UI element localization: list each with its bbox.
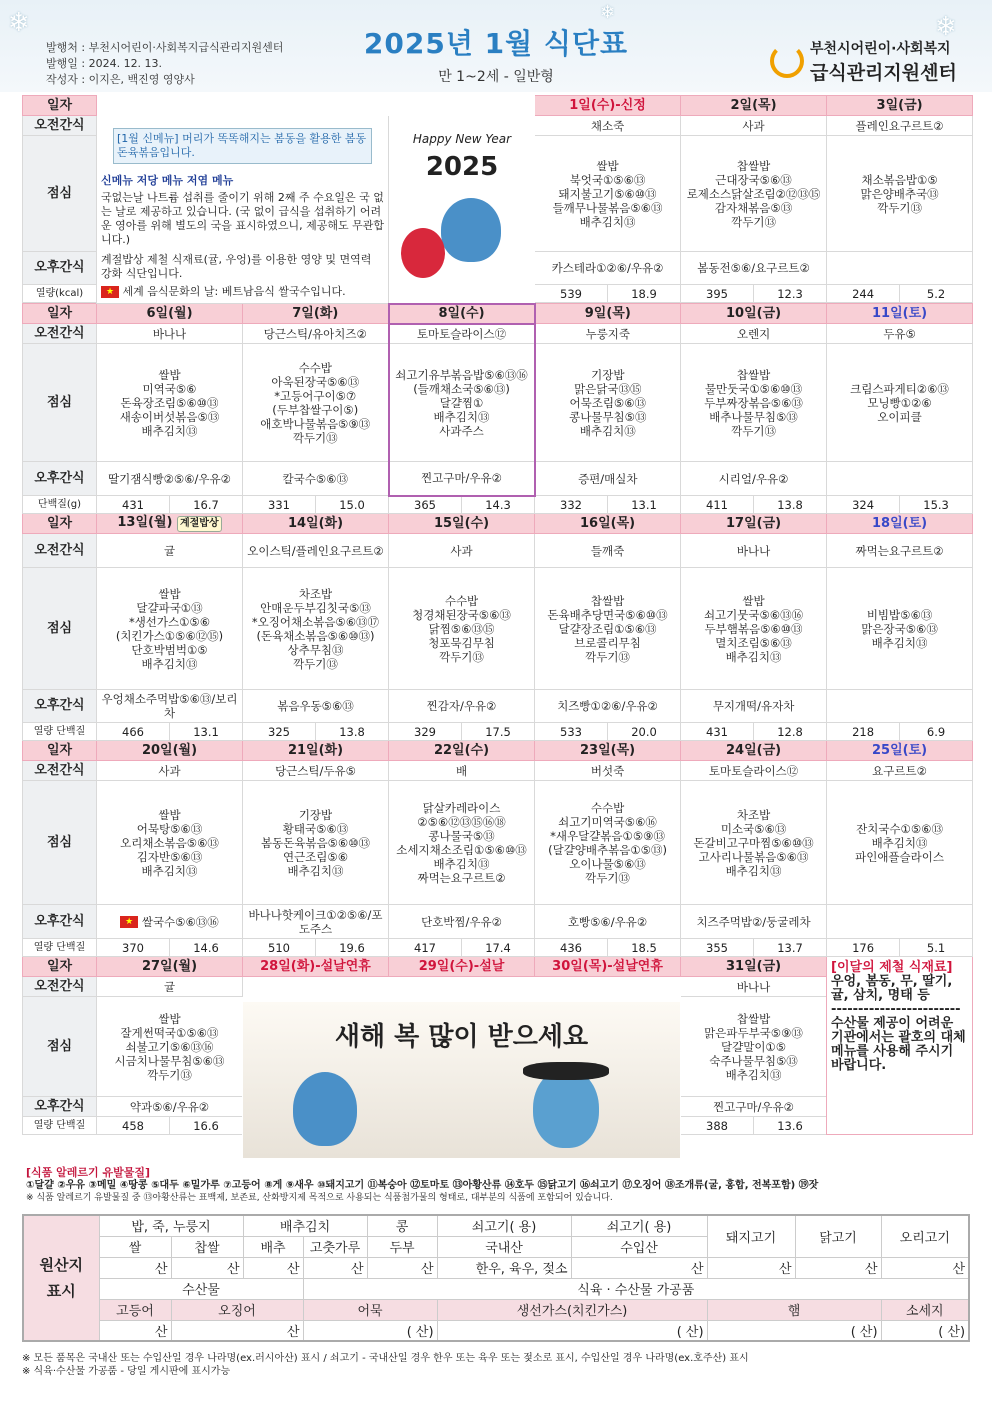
day-header: 29일(수)-설날: [389, 957, 535, 977]
origin-value[interactable]: 산: [243, 1257, 303, 1278]
protein-value: 12.3: [754, 285, 827, 303]
pm-snack: [827, 462, 973, 496]
origin-header: 배추김치: [243, 1215, 367, 1236]
seasonal-items: 우엉, 봄동, 무, 딸기, 귤, 삼치, 명태 등: [831, 974, 953, 1003]
day-header: 1일(수)-신정: [535, 96, 681, 116]
pm-snack: 단호박찜/우유②: [389, 905, 535, 939]
origin-value[interactable]: 산: [881, 1257, 969, 1278]
origin-value[interactable]: 산: [367, 1257, 437, 1278]
banner-greeting: 새해 복 많이 받으세요: [334, 1022, 589, 1052]
footer-note: ※ 식육·수산물 가공품 - 당일 게시판에 표시가능: [22, 1366, 231, 1377]
origin-label-2: 표시: [46, 1282, 76, 1300]
allergy-info: [26, 1166, 972, 1205]
origin-subheader: 수입산: [571, 1236, 707, 1257]
origin-label-1: 원산지: [39, 1256, 83, 1274]
lunch-menu: 쌀밥 북엇국①⑤⑥⑬ 돼지불고기⑤⑥⑩⑬ 들깨무나물볶음⑤⑥⑬ 배추김치⑬: [535, 136, 681, 252]
day-header: 30일(목)-설날연휴: [535, 957, 681, 977]
nutrition-label: [23, 496, 97, 514]
kcal-value: 395: [681, 285, 754, 303]
pm-snack: 바나나핫케이크①②⑤⑥/포도주스: [243, 905, 389, 939]
origin-header: 밥, 죽, 누룽지: [99, 1215, 243, 1236]
new-menu-notice: [1월 신메뉴] 머리가 똑똑해지는 봄동을 활용한 봄동돈육볶음입니다.: [113, 128, 372, 164]
lunch-menu: 잔치국수①⑤⑥⑬ 배추김치⑬ 파인애플슬라이스: [827, 781, 973, 905]
week5-day-row: [23, 957, 973, 977]
pm-snack: [827, 905, 973, 939]
am-snack: 누룽지죽: [535, 324, 681, 344]
pm-snack: [827, 252, 973, 285]
protein-value: 19.6: [316, 939, 389, 957]
lunch-menu: 수수밥 쇠고기미역국⑤⑥⑯ *새우달걀볶음①⑤⑨⑬ (달걀양배추볶음①⑤⑬) 오이나물⑤⑥⑬ 깍두기⑬: [535, 781, 681, 905]
am-snack: 들깨죽: [535, 534, 681, 568]
origin-subheader: 찹쌀: [171, 1236, 243, 1257]
kcal-value: 370: [97, 939, 170, 957]
day-header: 10일(금): [681, 304, 827, 324]
am-snack: 귤: [97, 534, 243, 568]
protein-value: 18.5: [608, 939, 681, 957]
day-header: 24일(금): [681, 741, 827, 761]
lunch-menu: 찹쌀밥 맑은파두부국⑤⑨⑬ 달걀말이①⑤ 숙주나물무침⑤⑬ 배추김치⑬: [681, 997, 827, 1097]
blue-snake-icon: [293, 1072, 357, 1146]
week4-day-row: [23, 741, 973, 761]
am-snack-label: 오전간식: [23, 116, 97, 136]
pm-snack: 찐고구마/우유②: [681, 1097, 827, 1117]
origin-subheader: 국내산: [437, 1236, 571, 1257]
am-snack: 오이스틱/플레인요구르트②: [243, 534, 389, 568]
kcal-value: 329: [389, 723, 462, 741]
blue-snake-icon: [441, 198, 501, 262]
origin-subheader: 배추: [243, 1236, 303, 1257]
pm-snack: 딸기잼식빵②⑤⑥/우유②: [97, 462, 243, 496]
kcal-value: 533: [535, 723, 608, 741]
nutrition-label: 열량 단백질: [23, 939, 97, 957]
season-badge: 계절밥상: [177, 516, 222, 532]
pm-snack: 칼국수⑤⑥⑬: [243, 462, 389, 496]
kcal-value: 431: [681, 723, 754, 741]
divider: ------------------------: [831, 1002, 961, 1017]
am-snack: 플레인요구르트②: [827, 116, 973, 136]
new-year-illustration: [389, 118, 535, 298]
origin-value[interactable]: 산: [99, 1320, 171, 1341]
pm-snack: [827, 690, 973, 723]
protein-value: 5.1: [900, 939, 973, 957]
pm-snack-label: 오후간식: [23, 1097, 97, 1117]
lunch-menu: 기장밥 황태국⑤⑥⑬ 봄동돈육볶음⑤⑥⑩⑬ 연근조림⑤⑥ 배추김치⑬: [243, 781, 389, 905]
pm-snack: 봄동전⑤⑥/요구르트②: [681, 252, 827, 285]
lunch-label: 점심: [23, 568, 97, 690]
smile-logo-icon: [770, 44, 804, 78]
pm-snack: 찐고구마/우유②: [389, 462, 535, 496]
happy-new-year-text: Happy New Year: [412, 132, 512, 146]
origin-value[interactable]: ( 산): [437, 1320, 707, 1341]
am-snack: 버섯죽: [535, 761, 681, 781]
pm-snack-label: 오후간식: [23, 690, 97, 723]
am-snack: 사과: [97, 761, 243, 781]
origin-value[interactable]: 산: [795, 1257, 881, 1278]
day-header: 18일(토): [827, 514, 973, 534]
kcal-value: 355: [681, 939, 754, 957]
protein-value: 17.5: [462, 723, 535, 741]
seasonal-title: [이달의 제철 식재료]: [831, 960, 953, 975]
protein-label: 단백질(g): [37, 498, 82, 510]
hat-icon: [523, 1062, 609, 1080]
lunch-menu: 찹쌀밥 물만둣국①⑤⑥⑩⑬ 두부짜장볶음⑤⑥⑬ 배추나물무침⑤⑬ 깍두기⑬: [681, 344, 827, 462]
origin-header: 닭고기: [795, 1215, 881, 1257]
day-header: 3일(금): [827, 96, 973, 116]
kcal-value: 466: [97, 723, 170, 741]
am-snack: 바나나: [681, 977, 827, 997]
kcal-value: 431: [97, 496, 170, 514]
nutrition-label: 열량 단백질: [23, 1117, 97, 1135]
am-snack: 토마토슬라이스⑫: [389, 324, 535, 344]
protein-value: 6.9: [900, 723, 973, 741]
origin-section-header: 수산물: [99, 1278, 303, 1299]
season-notice: 계절밥상 제철 식재료(귤, 우엉)를 이용한 영양 및 면역력 강화 식단입니다.: [101, 253, 372, 280]
am-snack: 배: [389, 761, 535, 781]
origin-header: 쇠고기( 용): [571, 1215, 707, 1236]
am-snack: 바나나: [681, 534, 827, 568]
issuer: 발행처 : 부천시어린이·사회복지급식관리지원센터: [46, 41, 284, 54]
origin-item-header: 어묵: [303, 1299, 437, 1320]
snowflake-icon: ❄: [935, 12, 957, 42]
protein-value: 13.6: [754, 1117, 827, 1135]
pm-snack-label: 오후간식: [23, 252, 97, 285]
day-label: 일자: [23, 957, 97, 977]
origin-value[interactable]: 산: [99, 1257, 171, 1278]
day-label: 일자: [23, 514, 97, 534]
pm-snack-text: 쌀국수⑤⑥⑬⑯: [141, 914, 219, 929]
day-header: 22일(수): [389, 741, 535, 761]
day-header: 20일(월): [97, 741, 243, 761]
am-snack-label: 오전간식: [23, 977, 97, 997]
protein-value: 20.0: [608, 723, 681, 741]
protein-value: 13.8: [316, 723, 389, 741]
am-snack: 채소죽: [535, 116, 681, 136]
origin-header: 쇠고기( 용): [437, 1215, 571, 1236]
author: 작성자 : 이지은, 백진영 영양사: [46, 73, 195, 86]
day-header: 6일(월): [97, 304, 243, 324]
am-snack-label: 오전간식: [23, 761, 97, 781]
day-header: 27일(월): [97, 957, 243, 977]
issue-date: 발행일 : 2024. 12. 13.: [46, 57, 163, 70]
world-food-notice: 세계 음식문화의 날: 베트남음식 쌀국수입니다.: [122, 285, 346, 298]
seasonal-info-box: [827, 957, 973, 1135]
kcal-value: 365: [389, 496, 462, 514]
day-header: 8일(수): [389, 304, 535, 324]
day-header: 23일(목): [535, 741, 681, 761]
pm-snack: 우엉채소주먹밥⑤⑥⑬/보리차: [97, 690, 243, 723]
am-snack: 사과: [681, 116, 827, 136]
nutrition-label: 열량 단백질: [23, 723, 97, 741]
am-snack: 두유⑤: [827, 324, 973, 344]
pm-snack: 카스테라①②⑥/우유②: [535, 252, 681, 285]
pm-snack: 찐감자/우유②: [389, 690, 535, 723]
pm-snack: 무지개떡/유자차: [681, 690, 827, 723]
protein-value: 13.1: [608, 496, 681, 514]
origin-value[interactable]: 산: [303, 1257, 367, 1278]
week2-day-row: [23, 304, 973, 324]
origin-item-header: 고등어: [99, 1299, 171, 1320]
origin-table: [22, 1214, 970, 1342]
protein-value: 12.8: [754, 723, 827, 741]
origin-subheader: 고춧가루: [303, 1236, 367, 1257]
origin-value[interactable]: 산: [571, 1257, 707, 1278]
protein-value: 15.3: [900, 496, 973, 514]
origin-value[interactable]: 산: [171, 1320, 303, 1341]
am-snack-label: 오전간식: [23, 534, 97, 568]
kcal-value: 218: [827, 723, 900, 741]
year-text: 2025: [425, 152, 499, 182]
vietnam-flag-icon: ★: [120, 916, 138, 928]
week1-day-row: [23, 96, 973, 116]
kcal-value: 176: [827, 939, 900, 957]
lunch-menu: 쌀밥 어묵탕⑤⑥⑬ 오리채소볶음⑤⑥⑬ 김자반⑤⑥⑬ 배추김치⑬: [97, 781, 243, 905]
pm-snack-label: 오후간식: [23, 905, 97, 939]
pm-snack: 볶음우동⑤⑥⑬: [243, 690, 389, 723]
pm-snack: 약과⑤⑥/우유②: [97, 1097, 243, 1117]
day-header: 2일(목): [681, 96, 827, 116]
protein-value: 18.9: [608, 285, 681, 303]
kcal-value: 539: [535, 285, 608, 303]
banner-text: [243, 1016, 680, 1053]
origin-item-header: 오징어: [171, 1299, 303, 1320]
origin-header: 오리고기: [881, 1215, 969, 1257]
vietnam-flag-icon: ★: [101, 286, 119, 298]
lunch-label: 점심: [23, 136, 97, 252]
protein-value: 15.0: [316, 496, 389, 514]
kcal-value: 411: [681, 496, 754, 514]
kcal-value: 458: [97, 1117, 170, 1135]
kcal-value: 325: [243, 723, 316, 741]
blue-snake-icon: [533, 1068, 599, 1148]
lunch-label: 점심: [23, 781, 97, 905]
kcal-value: 417: [389, 939, 462, 957]
origin-value[interactable]: ( 산): [881, 1320, 969, 1341]
day-label: 일자: [23, 741, 97, 761]
protein-value: 13.7: [754, 939, 827, 957]
origin-header: 콩: [367, 1215, 437, 1236]
pm-snack: 치즈빵①②⑥/우유②: [535, 690, 681, 723]
lunch-menu: 차조밥 안매운두부김칫국⑤⑬ *오징어채소볶음⑤⑥⑬⑰ (돈육채소볶음⑤⑥⑩⑬) 상추무침⑬ 깍두기⑬: [243, 568, 389, 690]
lunch-menu: 닭살카레라이스②⑤⑥⑫⑬⑮⑯⑱ 콩나물국⑤⑬ 소세지채소조림①⑤⑥⑩⑬ 배추김치⑬ 짜먹는요구르트②: [389, 781, 535, 905]
pm-snack: 호빵⑤⑥/우유②: [535, 905, 681, 939]
lunch-menu: 크림스파게티②⑥⑬ 모닝빵①②⑥ 오이피클: [827, 344, 973, 462]
day-header: 25일(토): [827, 741, 973, 761]
protein-value: 16.6: [170, 1117, 243, 1135]
snowflake-icon: ❄: [8, 8, 30, 38]
kcal-value: 436: [535, 939, 608, 957]
new-year-banner: [243, 1002, 680, 1158]
kcal-value: 244: [827, 285, 900, 303]
day-header: 15일(수): [389, 514, 535, 534]
pm-snack: [97, 905, 243, 939]
origin-item-header: 생선가스(치킨가스): [437, 1299, 707, 1320]
protein-value: 13.1: [170, 723, 243, 741]
logo-line1: 부천시어린이·사회복지: [810, 41, 951, 57]
week3-day-row: [23, 514, 973, 534]
footer-notes: [22, 1352, 749, 1378]
lunch-menu: 채소볶음밥①⑤ 맑은양배추국⑬ 깍두기⑬: [827, 136, 973, 252]
logo-line2: 급식관리지원센터: [810, 62, 957, 84]
origin-subheader: 두부: [367, 1236, 437, 1257]
day-label: 일자: [23, 96, 97, 116]
lunch-menu: 찹쌀밥 돈육배추당면국⑤⑥⑩⑬ 달걀장조림①⑤⑥⑬ 브로콜리무침 깍두기⑬: [535, 568, 681, 690]
day-label: 일자: [23, 304, 97, 324]
kcal-value: 510: [243, 939, 316, 957]
lunch-menu: 기장밥 맑은닭국⑬⑮ 어묵조림⑤⑥⑬ 콩나물무침⑤⑬ 배추김치⑬: [535, 344, 681, 462]
pm-snack: 시리얼/우유②: [681, 462, 827, 496]
page-title: 2025년 1월 식단표: [363, 27, 629, 60]
menu-legend: 신메뉴 저당 메뉴 저염 메뉴: [101, 174, 234, 187]
protein-value: 5.2: [900, 285, 973, 303]
nutrition-label: [23, 285, 97, 303]
lunch-menu: 비빔밥⑤⑥⑬ 맑은장국⑤⑥⑬ 배추김치⑬: [827, 568, 973, 690]
lucky-bag-icon: [401, 228, 445, 278]
header: [0, 0, 992, 92]
day-header: 28일(화)-설날연휴: [243, 957, 389, 977]
no-soup-notice: 국없는날 나트륨 섭취를 줄이기 위해 2째 주 수요일은 국 없는 날로 제공하고 있습니다. (국 없이 급식을 섭취하기 어려운 영아를 위해 별도의 국을 표시하였으니, 제공해도 무관합니다.): [101, 191, 384, 246]
pm-snack-label: 오후간식: [23, 462, 97, 496]
origin-item-header: 소세지: [881, 1299, 969, 1320]
lunch-label: 점심: [23, 344, 97, 462]
footer-note: ※ 모든 품목은 국내산 또는 수입산일 경우 나라명(ex.러시아산) 표시 / 쇠고기 - 국내산일 경우 한우 또는 육우 또는 젖소로 표시, 수입산일 경우 나라명(ex.호주산) 표시: [22, 1353, 749, 1364]
protein-value: 14.3: [462, 496, 535, 514]
origin-value[interactable]: ( 산): [707, 1320, 881, 1341]
protein-value: 13.8: [754, 496, 827, 514]
am-snack: 짜먹는요구르트②: [827, 534, 973, 568]
day-header: 9일(목): [535, 304, 681, 324]
lunch-label: 점심: [23, 997, 97, 1097]
day-header: 7일(화): [243, 304, 389, 324]
lunch-menu: 차조밥 미소국⑤⑥⑬ 돈갈비고구마찜⑤⑥⑩⑬ 고사리나물볶음⑤⑥⑬ 배추김치⑬: [681, 781, 827, 905]
day-header: 11일(토): [827, 304, 973, 324]
page-subtitle: 만 1~2세 - 일반형: [438, 69, 554, 85]
protein-value: 17.4: [462, 939, 535, 957]
lunch-menu: 쇠고기유부볶음밥⑤⑥⑬⑯ (들깨채소국⑤⑥⑬) 달걀찜① 배추김치⑬ 사과주스: [389, 344, 535, 462]
day-header: 16일(목): [535, 514, 681, 534]
am-snack: 토마토슬라이스⑫: [681, 761, 827, 781]
snowflake-icon: ❄: [600, 2, 616, 23]
kcal-value: 331: [243, 496, 316, 514]
day-header-text: 13일(월): [117, 514, 173, 530]
am-snack: 요구르트②: [827, 761, 973, 781]
lunch-menu: 수수밥 아욱된장국⑤⑥⑬ *고등어구이⑤⑦ (두부찹쌀구이⑤) 애호박나물볶음⑤⑨⑬ 깍두기⑬: [243, 344, 389, 462]
origin-section-header: 식육 · 수산물 가공품: [303, 1278, 969, 1299]
origin-value[interactable]: 한우, 육우, 젖소: [437, 1257, 571, 1278]
allergy-note: ※ 식품 알레르기 유발물질 중 ⑬아황산류는 표백제, 보존료, 산화방지제 목적으로 사용되는 식품첨가물의 형태로, 대부분의 식품에 포함되어 있습니다.: [26, 1193, 613, 1203]
allergy-title: [식품 알레르기 유발물질]: [26, 1166, 150, 1179]
am-snack: 당근스틱/두유⑤: [243, 761, 389, 781]
pm-snack: 증편/매실차: [535, 462, 681, 496]
origin-item-header: 햄: [707, 1299, 881, 1320]
kcal-value: 332: [535, 496, 608, 514]
kcal-value: 324: [827, 496, 900, 514]
protein-value: 14.6: [170, 939, 243, 957]
allergy-list: ①달걀 ②우유 ③메밀 ④땅콩 ⑤대두 ⑥밀가루 ⑦고등어 ⑧게 ⑨새우 ⑩돼지고기 ⑪복숭아 ⑫토마토 ⑬아황산류 ⑭호두 ⑮닭고기 ⑯쇠고기 ⑰오징어 ⑱조개류(굴, 홍합, 전복포함) ⑲잣: [26, 1180, 819, 1191]
am-snack: 당근스틱/유아치즈②: [243, 324, 389, 344]
lunch-menu: 쌀밥 잘게썬떡국①⑤⑥⑬ 쇠불고기⑤⑥⑬⑯ 시금치나물무침⑤⑥⑬ 깍두기⑬: [97, 997, 243, 1097]
day-header: 14일(화): [243, 514, 389, 534]
lunch-menu: 찹쌀밥 근대장국⑤⑥⑬ 로제소스닭살조림②⑫⑬⑮ 감자채볶음⑤⑬ 깍두기⑬: [681, 136, 827, 252]
lunch-menu: 수수밥 청경채된장국⑤⑥⑬ 닭찜⑤⑥⑬⑮ 청포묵김무침 깍두기⑬: [389, 568, 535, 690]
origin-value[interactable]: ( 산): [303, 1320, 437, 1341]
am-snack: 사과: [389, 534, 535, 568]
am-snack: 오렌지: [681, 324, 827, 344]
origin-value[interactable]: 산: [171, 1257, 243, 1278]
origin-label: [23, 1215, 99, 1341]
am-snack-label: 오전간식: [23, 324, 97, 344]
origin-value[interactable]: 산: [707, 1257, 795, 1278]
am-snack: 바나나: [97, 324, 243, 344]
day-header: 21일(화): [243, 741, 389, 761]
protein-value: 16.7: [170, 496, 243, 514]
pm-snack: 치즈주먹밥②/둥굴레차: [681, 905, 827, 939]
origin-subheader: 쌀: [99, 1236, 171, 1257]
am-snack: 귤: [97, 977, 243, 997]
origin-header: 돼지고기: [707, 1215, 795, 1257]
day-header: [97, 514, 243, 534]
seafood-note: 수산물 제공이 어려운 기관에서는 괄호의 대체 메뉴를 사용해 주시기 바랍니다.: [831, 1016, 966, 1073]
lunch-menu: 쌀밥 쇠고기뭇국⑤⑥⑬⑯ 두부햄볶음⑤⑥⑩⑬ 멸치조림⑤⑥⑬ 배추김치⑬: [681, 568, 827, 690]
lunch-menu: 쌀밥 달걀파국①⑬ *생선가스①⑤⑥ (치킨가스①⑤⑥⑫⑮) 단호박범벅①⑤ 배추김치⑬: [97, 568, 243, 690]
kcal-label: 열량(kcal): [35, 287, 84, 299]
lunch-menu: 쌀밥 미역국⑤⑥ 돈육장조림⑤⑥⑩⑬ 새송이버섯볶음⑤⑬ 배추김치⑬: [97, 344, 243, 462]
day-header: 17일(금): [681, 514, 827, 534]
center-logo: [770, 38, 980, 84]
kcal-value: 388: [681, 1117, 754, 1135]
week1-notice: [97, 116, 389, 304]
day-header: 31일(금): [681, 957, 827, 977]
